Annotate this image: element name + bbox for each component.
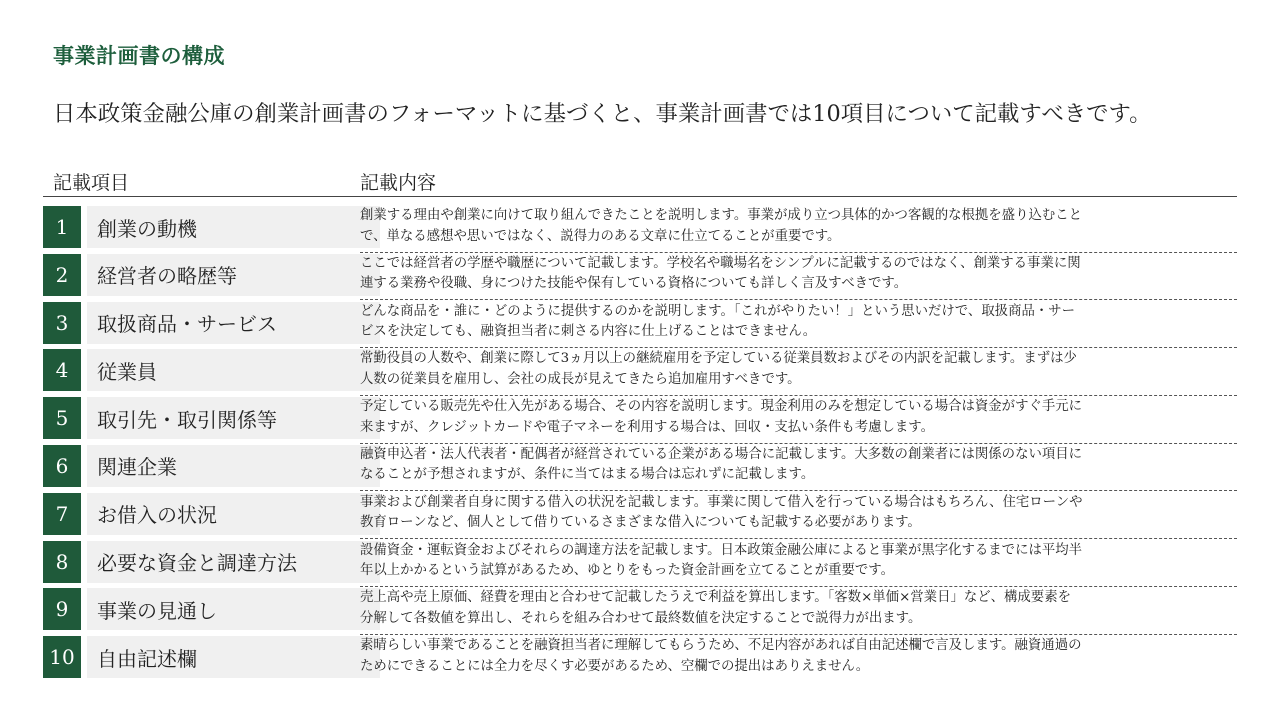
item-number-badge: 6 [43,445,81,487]
item-number-badge: 3 [43,302,81,344]
item-number-badge: 9 [43,588,81,630]
items-table [43,205,1237,683]
description-line: どんな商品を・誰に・どのように提供するのかを説明します。「これがやりたい！」という思いだけで、取扱商品・サー [360,303,1076,319]
description-line: ためにできることには全力を尽くす必要があるため、空欄での提出はありえません。 [360,658,870,674]
table-row [43,348,1237,396]
table-row [43,301,1237,349]
description-line: 融資申込者・法人代表者・配偶者が経営されている企業がある場合に記載します。大多数の創業者には関係のない項目に [360,446,1083,462]
table-row [43,205,1237,253]
item-description [360,206,1230,247]
column-header-item: 記載項目 [53,172,130,194]
header-rule-left [43,196,366,197]
description-line: 予定している販売先や仕入先がある場合、その内容を説明します。現金利用のみを想定している場合は資金がすぐ手元に [360,399,1083,415]
description-line: 創業する理由や創業に向けて取り組んできたことを説明します。事業が成り立つ具体的かつ客観的な根拠を盛り込むこと [360,208,1083,223]
table-row [43,492,1237,540]
section-title: 事業計画書の構成 [53,43,225,68]
description-line: 事業および創業者自身に関する借入の状況を記載します。事業に関して借入を行っている場合はもちろん、住宅ローンや [360,494,1083,510]
description-line: 常勤役員の人数や、創業に際して3ヵ月以上の継続雇用を予定している従業員数およびその内訳を記載します。まずは少 [360,351,1077,367]
description-line: 来ますが、クレジットカードや電子マネーを利用する場合は、回収・支払い条件も考慮します。 [360,419,934,435]
description-line: 連する業務や役職、身につけた技能や保有している資格についても詳しく言及すべきです。 [360,276,908,292]
description-line: なることが予想されますが、条件に当てはまる場合は忘れずに記載します。 [360,467,815,483]
description-line: 教育ローンなど、個人として借りているさまざまな借入についても記載する必要があります。 [360,515,921,531]
item-label: 従業員 [87,349,380,391]
description-line: 素晴らしい事業であることを融資担当者に理解してもらうため、不足内容があれば自由記述欄で言及します。融資通過の [360,638,1082,654]
table-row [43,635,1237,683]
table-row [43,444,1237,492]
description-line: 売上高や売上原価、経費を理由と合わせて記載したうえで利益を算出します。「客数×単価×営業日」など、構成要素を [360,590,1071,606]
description-line: 分解して各数値を算出し、それらを組み合わせて最終数値を決定することで説得力が出ます。 [360,610,922,626]
item-number-badge: 4 [43,349,81,391]
item-description [360,349,1230,390]
item-description [360,636,1230,677]
description-line: 人数の従業員を雇用し、会社の成長が見えてきたら追加雇用すべきです。 [360,371,801,387]
item-number-badge: 5 [43,397,81,439]
item-number-badge: 2 [43,254,81,296]
item-description [360,445,1230,486]
item-description [360,254,1230,295]
table-row [43,253,1237,301]
description-line: 年以上かかるという試算があるため、ゆとりをもった資金計画を立てることが重要です。 [360,563,895,579]
item-label: 創業の動機 [87,206,380,248]
item-label: 経営者の略歴等 [87,254,380,296]
item-number-badge: 10 [43,636,81,678]
item-description [360,493,1230,534]
table-row [43,587,1237,635]
item-label: 事業の見通し [87,588,380,630]
item-description [360,588,1230,629]
item-label: 必要な資金と調達方法 [87,541,380,583]
item-label: 関連企業 [87,445,380,487]
header-rule-right [355,196,1237,197]
lead-text: 日本政策金融公庫の創業計画書のフォーマットに基づくと、事業計画書では10項目について記載すべきです。 [53,101,1152,127]
item-label: 取引先・取引関係等 [87,397,380,439]
description-line: 設備資金・運転資金およびそれらの調達方法を記載します。日本政策金融公庫によると事業が黒字化するまでには平均半 [360,542,1083,558]
item-description [360,541,1230,582]
item-number-badge: 7 [43,493,81,535]
item-label: 自由記述欄 [87,636,380,678]
item-description [360,397,1230,438]
table-row [43,540,1237,588]
item-description [360,302,1230,343]
item-label: お借入の状況 [87,493,380,535]
item-label: 取扱商品・サービス [87,302,380,344]
column-header-content: 記載内容 [360,172,437,194]
item-number-badge: 8 [43,541,81,583]
table-row [43,396,1237,444]
description-line: ここでは経営者の学歴や職歴について記載します。学校名や職場名をシンプルに記載するのではなく、創業する事業に関 [360,255,1081,271]
description-line: で、単なる感想や思いではなく、説得力のある文章に仕立てることが重要です。 [360,228,841,244]
description-line: ビスを決定しても、融資担当者に刺さる内容に仕上げることはできません。 [360,324,817,340]
item-number-badge: 1 [43,206,81,248]
